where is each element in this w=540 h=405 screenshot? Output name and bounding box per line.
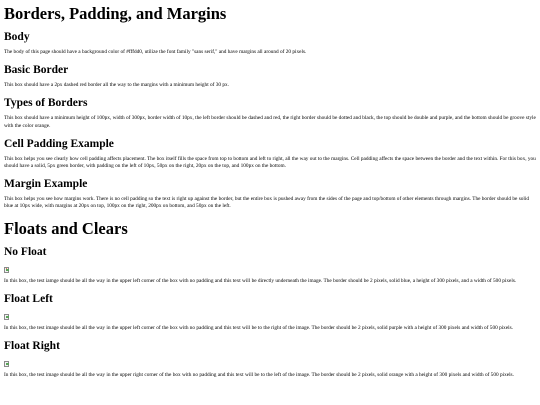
basic-border-text: This box should have a 2px dashed red border all the way to the margins with a minimum height of 30 px. bbox=[4, 82, 229, 89]
float-left-heading: Float Left bbox=[4, 292, 53, 305]
cell-padding-text: This box helps you see clearly how cell padding affects placement. The box itself fills the space from top to bottom and left to right, all the way out to the margins. Cell padding affects the space between the border and the text within. For this box, you should have a solid, 5px green border, with padding on the left of 10px, 50px on the right, 20px on the top, and 100px on the bottom. bbox=[4, 155, 536, 170]
float-right-heading: Float Right bbox=[4, 340, 60, 353]
body-text: The body of this page should have a background color of #fffdd0, utilize the font family "sans serif," and have margins all around of 20 pixels. bbox=[4, 49, 307, 55]
float-left-text: In this box, the test image should be all the way in the upper left corner of the box with no padding and this text will be to the right of the image. The border should be 2 pixels, solid purple with a height of 300 pixels and width of 500 pixels. bbox=[4, 324, 514, 331]
float-right-text: In this box, the test image should be all the way in the upper right corner of the box with no padding and this text will be to the left of the image. The border should be 2 pixels, solid orange with a height of 300 pixels and width of 500 pixels. bbox=[4, 372, 514, 379]
body-heading: Body bbox=[4, 31, 30, 43]
broken-image-icon bbox=[4, 267, 10, 274]
margin-example-text: This box helps you see how margins work. There is no cell padding so the text is right up against the border, but the entire box is pushed away from the sides of the page and top/bottom of other elements through margins. The border should be solid blue at 10px wide, with margins at 20px on top, 100px on the right, 200px on bottom, and 50px on the left. bbox=[4, 196, 530, 210]
broken-image-icon bbox=[4, 314, 10, 321]
margin-example-heading: Margin Example bbox=[4, 178, 88, 191]
no-float-heading: No Float bbox=[4, 245, 47, 258]
basic-border-heading: Basic Border bbox=[4, 64, 69, 77]
floats-title: Floats and Clears bbox=[4, 218, 128, 238]
types-of-borders-text: This box should have a minimum height of 100px, width of 300px, border width of 10px, the left border should be dashed and red, the right border should be dotted and black, the top should be double and purple, and the bottom should be groove style with the color orange. bbox=[4, 115, 536, 129]
cell-padding-heading: Cell Padding Example bbox=[4, 137, 114, 150]
page-title: Borders, Padding, and Margins bbox=[4, 4, 227, 23]
types-of-borders-heading: Types of Borders bbox=[4, 97, 88, 110]
no-float-text: In this box, the test iamge should be all the way in the upper left corner of the box with no padding and this text will be directly underneath the image. The border should be 2 pixels, solid blue, a height of 300 pixels, and a width of 500 pixels. bbox=[4, 277, 517, 284]
broken-image-icon bbox=[4, 361, 10, 368]
